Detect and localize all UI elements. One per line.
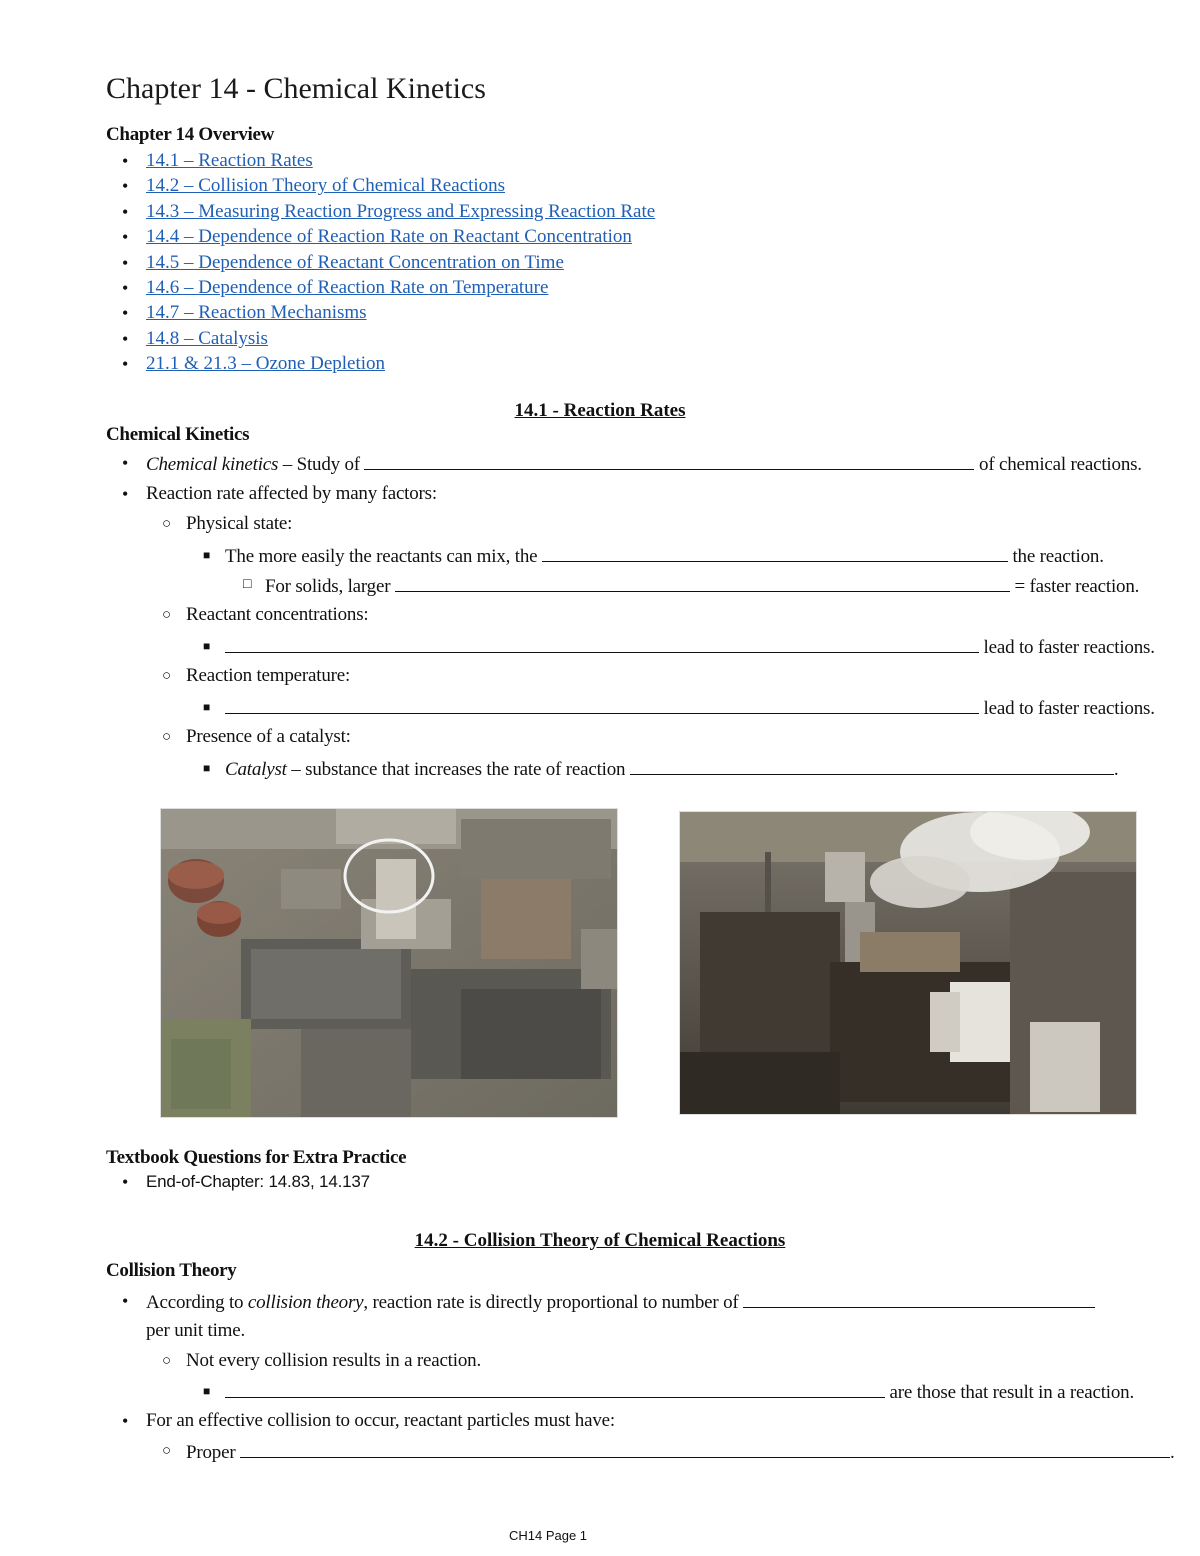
toc-item[interactable] — [120, 224, 655, 249]
page-title: Chapter 14 - Chemical Kinetics — [106, 72, 486, 105]
bullet-square: ■ — [203, 761, 211, 775]
toc-link[interactable]: 14.8 – Catalysis — [146, 327, 268, 349]
toc-link[interactable]: 14.4 – Dependence of Reaction Rate on Reactant Concentration — [146, 226, 632, 248]
bullet-dot: • — [122, 484, 129, 504]
refinery-before-image — [161, 809, 617, 1117]
section-heading-14-1: 14.1 - Reaction Rates — [514, 400, 686, 421]
collision-theory-cont: per unit time. — [146, 1320, 246, 1341]
toc-item[interactable] — [120, 351, 655, 376]
subheading-collision-theory: Collision Theory — [106, 1260, 237, 1281]
toc-item[interactable] — [120, 300, 655, 325]
bullet-circle: ○ — [162, 729, 172, 745]
bullet-square: ■ — [203, 700, 211, 714]
presence-catalyst: Presence of a catalyst: — [186, 726, 351, 747]
practice-item: End-of-Chapter: 14.83, 14.137 — [146, 1172, 370, 1191]
kinetics-definition: Chemical kinetics – Study of of chemical reactions. — [146, 450, 1142, 478]
overview-heading: Chapter 14 Overview — [106, 124, 275, 145]
fill-blank[interactable] — [630, 755, 1114, 775]
bullet-dot: • — [122, 1291, 129, 1311]
fill-blank[interactable] — [743, 1288, 1095, 1308]
refinery-after-image — [680, 812, 1136, 1114]
bullet-square: ■ — [203, 639, 211, 653]
reactant-concentrations: Reactant concentrations: — [186, 604, 369, 625]
bullet-open-square: □ — [243, 577, 252, 592]
fill-blank[interactable] — [225, 1378, 885, 1398]
section-heading-14-2: 14.2 - Collision Theory of Chemical Reactions — [414, 1230, 786, 1251]
not-every-collision: Not every collision results in a reaction. — [186, 1350, 481, 1371]
fill-blank[interactable] — [225, 633, 979, 653]
bullet-circle: ○ — [162, 668, 172, 684]
subheading-chemical-kinetics: Chemical Kinetics — [106, 424, 250, 445]
toc-link[interactable]: 14.6 – Dependence of Reaction Rate on Temperature — [146, 276, 549, 298]
refinery-aerial-photo-after — [679, 811, 1137, 1115]
concentration-line: lead to faster reactions. — [225, 633, 1155, 661]
reaction-temperature: Reaction temperature: — [186, 665, 351, 686]
solids-line: For solids, larger = faster reaction. — [265, 572, 1139, 600]
toc-link[interactable]: 14.5 – Dependence of Reactant Concentration on Time — [146, 251, 564, 273]
practice-heading: Textbook Questions for Extra Practice — [106, 1147, 407, 1168]
fill-blank[interactable] — [542, 542, 1008, 562]
bullet-square: ■ — [203, 548, 211, 562]
toc-item[interactable] — [120, 173, 655, 198]
toc-item[interactable] — [120, 275, 655, 300]
toc-item[interactable] — [120, 326, 655, 351]
refinery-aerial-photo-before — [160, 808, 618, 1118]
catalyst-definition: Catalyst – substance that increases the rate of reaction . — [225, 755, 1118, 783]
temperature-line: lead to faster reactions. — [225, 694, 1155, 722]
fill-blank[interactable] — [240, 1438, 1170, 1458]
effective-collision-requirements: For an effective collision to occur, reactant particles must have: — [146, 1410, 615, 1431]
page-footer: CH14 Page 1 — [508, 1528, 588, 1543]
bullet-square: ■ — [203, 1384, 211, 1398]
bullet-dot: • — [122, 1411, 129, 1431]
overview-list — [120, 148, 655, 377]
toc-item[interactable] — [120, 199, 655, 224]
bullet-circle: ○ — [162, 1443, 172, 1459]
bullet-circle: ○ — [162, 607, 172, 623]
toc-link[interactable]: 14.3 – Measuring Reaction Progress and Expressing Reaction Rate — [146, 200, 656, 222]
fill-blank[interactable] — [225, 694, 979, 714]
effective-collisions-line: are those that result in a reaction. — [225, 1378, 1134, 1406]
toc-link[interactable]: 14.1 – Reaction Rates — [146, 150, 313, 171]
proper-line: Proper . — [186, 1438, 1175, 1466]
mix-line: The more easily the reactants can mix, the the reaction. — [225, 542, 1104, 570]
bullet-dot: • — [122, 453, 129, 473]
physical-state: Physical state: — [186, 513, 293, 534]
toc-link[interactable]: 21.1 & 21.3 – Ozone Depletion — [146, 353, 386, 375]
factors-line: Reaction rate affected by many factors: — [146, 483, 437, 504]
bullet-circle: ○ — [162, 516, 172, 532]
toc-item[interactable] — [120, 250, 655, 275]
bullet-circle: ○ — [162, 1353, 172, 1369]
bullet-dot: • — [122, 1172, 129, 1192]
collision-theory-line: According to collision theory, reaction rate is directly proportional to number of — [146, 1288, 1095, 1316]
fill-blank[interactable] — [364, 450, 974, 470]
toc-link[interactable]: 14.2 – Collision Theory of Chemical Reactions — [146, 175, 506, 197]
toc-item[interactable] — [120, 148, 655, 173]
toc-link[interactable]: 14.7 – Reaction Mechanisms — [146, 302, 367, 324]
fill-blank[interactable] — [395, 572, 1010, 592]
